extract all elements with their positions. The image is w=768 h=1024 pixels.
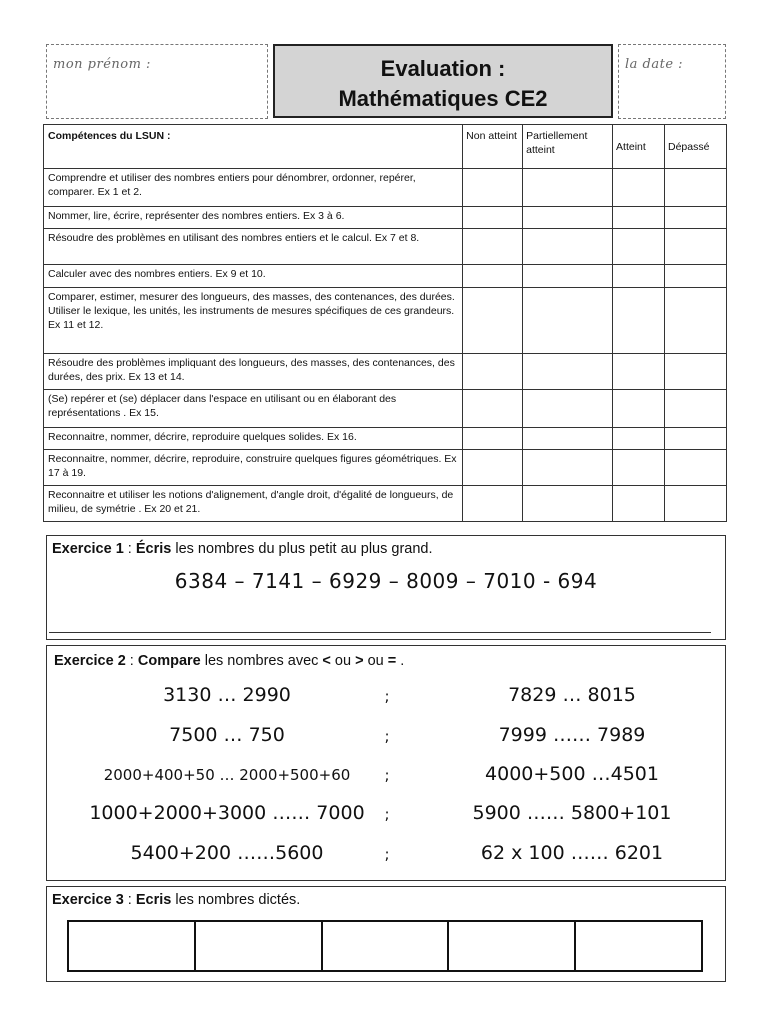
check-cell[interactable] xyxy=(665,207,727,229)
table-row xyxy=(44,229,727,265)
table-row xyxy=(44,207,727,229)
check-cell[interactable] xyxy=(665,288,727,354)
table-row xyxy=(44,169,727,207)
or-word: ou xyxy=(363,653,388,669)
comparison-left[interactable]: 3130 … 2990 xyxy=(163,684,291,706)
exercise-1-answer-line[interactable] xyxy=(49,632,711,633)
comparison-right[interactable]: 7829 … 8015 xyxy=(508,684,636,706)
less-than-symbol: < xyxy=(322,653,331,669)
check-cell[interactable] xyxy=(613,265,665,288)
level-header-non-atteint: Non atteint xyxy=(463,125,523,169)
page-title xyxy=(273,44,613,118)
check-cell[interactable] xyxy=(613,229,665,265)
check-cell[interactable] xyxy=(463,265,523,288)
comparison-row xyxy=(47,684,725,714)
exercise-3-box xyxy=(46,886,726,982)
comparison-row xyxy=(47,724,725,754)
competence-text: Comprendre et utiliser des nombres entiers pour dénombrer, ordonner, repérer, comparer. Ex 1 et 2. xyxy=(44,169,463,207)
table-row xyxy=(44,265,727,288)
comparison-separator: ; xyxy=(384,766,390,784)
exercise-1-instruction: les nombres du plus petit au plus grand. xyxy=(171,541,433,557)
dictation-cell[interactable] xyxy=(449,922,576,970)
dictation-grid xyxy=(67,920,703,972)
name-label: mon prénom : xyxy=(53,57,151,72)
check-cell[interactable] xyxy=(665,229,727,265)
competence-text: Reconnaitre, nommer, décrire, reproduire, construire quelques figures géométriques. Ex 17 à 19. xyxy=(44,450,463,486)
check-cell[interactable] xyxy=(523,207,613,229)
check-cell[interactable] xyxy=(613,486,665,522)
competence-text: Calculer avec des nombres entiers. Ex 9 et 10. xyxy=(44,265,463,288)
exercise-2-title xyxy=(54,653,404,669)
check-cell[interactable] xyxy=(463,207,523,229)
date-label: la date : xyxy=(625,57,684,72)
comparison-separator: ; xyxy=(384,687,390,705)
comparison-left[interactable]: 2000+400+50 … 2000+500+60 xyxy=(103,766,351,784)
comparison-separator: ; xyxy=(384,727,390,745)
check-cell[interactable] xyxy=(523,265,613,288)
competence-text: Reconnaitre et utiliser les notions d'alignement, d'angle droit, d'égalité de longueurs, de milieu, de symétrie . Ex 20 et 21. xyxy=(44,486,463,522)
exercise-3-instruction: les nombres dictés. xyxy=(171,892,301,908)
exercise-3-verb: Ecris xyxy=(135,892,172,908)
title-end: . xyxy=(396,653,405,669)
check-cell[interactable] xyxy=(665,486,727,522)
check-cell[interactable] xyxy=(613,428,665,450)
check-cell[interactable] xyxy=(463,229,523,265)
level-header-depasse: Dépassé xyxy=(665,125,727,169)
competence-text: Reconnaitre, nommer, décrire, reproduire quelques solides. Ex 16. xyxy=(44,428,463,450)
title-line-2: Mathématiques CE2 xyxy=(338,86,548,111)
equal-symbol: = xyxy=(387,653,397,669)
comparison-left[interactable]: 7500 … 750 xyxy=(169,724,285,746)
check-cell[interactable] xyxy=(665,450,727,486)
table-header-row xyxy=(44,125,727,169)
dictation-cell[interactable] xyxy=(576,922,701,970)
table-row xyxy=(44,486,727,522)
check-cell[interactable] xyxy=(523,169,613,207)
table-row xyxy=(44,450,727,486)
table-row xyxy=(44,354,727,390)
check-cell[interactable] xyxy=(665,428,727,450)
comparison-separator: ; xyxy=(384,805,390,823)
exercise-2-label: Exercice 2 xyxy=(54,653,126,669)
check-cell[interactable] xyxy=(665,169,727,207)
check-cell[interactable] xyxy=(665,354,727,390)
check-cell[interactable] xyxy=(523,354,613,390)
check-cell[interactable] xyxy=(463,169,523,207)
title-line-1: Evaluation : xyxy=(380,56,506,81)
competence-text: Résoudre des problèmes impliquant des longueurs, des masses, des contenances, des durées, des prix. Ex 13 et 14. xyxy=(44,354,463,390)
competences-header: Compétences du LSUN : xyxy=(44,125,463,169)
level-header-atteint: Atteint xyxy=(613,125,665,169)
check-cell[interactable] xyxy=(463,354,523,390)
exercise-2-box xyxy=(46,645,726,881)
check-cell[interactable] xyxy=(613,288,665,354)
or-word: ou xyxy=(330,653,356,669)
competence-text: (Se) repérer et (se) déplacer dans l'espace en utilisant ou en élaborant des représentations . Ex 15. xyxy=(44,390,463,428)
check-cell[interactable] xyxy=(463,390,523,428)
comparison-left[interactable]: 1000+2000+3000 …… 7000 xyxy=(89,802,365,824)
exercise-2-colon: : xyxy=(125,653,138,669)
exercise-1-numbers: 6384 – 7141 – 6929 – 8009 – 7010 - 694 xyxy=(174,569,598,593)
check-cell[interactable] xyxy=(463,486,523,522)
name-box[interactable] xyxy=(46,44,268,119)
table-row xyxy=(44,288,727,354)
comparison-left[interactable]: 5400+200 ……5600 xyxy=(130,842,324,864)
check-cell[interactable] xyxy=(523,229,613,265)
check-cell[interactable] xyxy=(523,288,613,354)
exercise-1-colon: : xyxy=(123,541,136,557)
check-cell[interactable] xyxy=(613,390,665,428)
table-row xyxy=(44,390,727,428)
check-cell[interactable] xyxy=(463,428,523,450)
check-cell[interactable] xyxy=(523,450,613,486)
dictation-cell[interactable] xyxy=(69,922,196,970)
check-cell[interactable] xyxy=(613,169,665,207)
check-cell[interactable] xyxy=(523,428,613,450)
comparison-row xyxy=(47,802,725,832)
check-cell[interactable] xyxy=(463,288,523,354)
check-cell[interactable] xyxy=(613,450,665,486)
table-row xyxy=(44,428,727,450)
greater-than-symbol: > xyxy=(355,653,364,669)
exercise-3-title xyxy=(52,892,300,908)
check-cell[interactable] xyxy=(463,450,523,486)
check-cell[interactable] xyxy=(523,486,613,522)
exercise-1-title xyxy=(52,541,433,557)
comparison-separator: ; xyxy=(384,845,390,863)
competence-text: Résoudre des problèmes en utilisant des nombres entiers et le calcul. Ex 7 et 8. xyxy=(44,229,463,265)
comparison-right[interactable]: 5900 …… 5800+101 xyxy=(472,802,672,824)
check-cell[interactable] xyxy=(613,354,665,390)
competence-text: Comparer, estimer, mesurer des longueurs, des masses, des contenances, des durées. Utiliser le lexique, les unités, les instruments de mesures spécifiques de ces grandeurs. Ex 11 et 12. xyxy=(44,288,463,354)
dictation-cell[interactable] xyxy=(196,922,323,970)
comparison-right[interactable]: 4000+500 …4501 xyxy=(485,763,659,785)
exercise-2-verb: Compare xyxy=(137,653,201,669)
exercise-1-verb: Écris xyxy=(135,541,172,557)
competence-text: Nommer, lire, écrire, représenter des nombres entiers. Ex 3 à 6. xyxy=(44,207,463,229)
comparison-right[interactable]: 7999 …… 7989 xyxy=(498,724,646,746)
exercise-1-box xyxy=(46,535,726,640)
exercise-1-label: Exercice 1 xyxy=(52,541,124,557)
dictation-cell[interactable] xyxy=(323,922,450,970)
competences-table xyxy=(43,124,727,522)
check-cell[interactable] xyxy=(665,265,727,288)
level-header-partiellement: Partiellement atteint xyxy=(523,125,613,169)
comparison-right[interactable]: 62 x 100 …… 6201 xyxy=(480,842,664,864)
comparison-row xyxy=(47,842,725,872)
exercise-3-label: Exercice 3 xyxy=(52,892,124,908)
check-cell[interactable] xyxy=(613,207,665,229)
comparison-row xyxy=(47,763,725,793)
check-cell[interactable] xyxy=(665,390,727,428)
exercise-3-colon: : xyxy=(123,892,136,908)
date-box[interactable] xyxy=(618,44,726,119)
check-cell[interactable] xyxy=(523,390,613,428)
exercise-2-instruction: les nombres avec xyxy=(200,653,323,669)
